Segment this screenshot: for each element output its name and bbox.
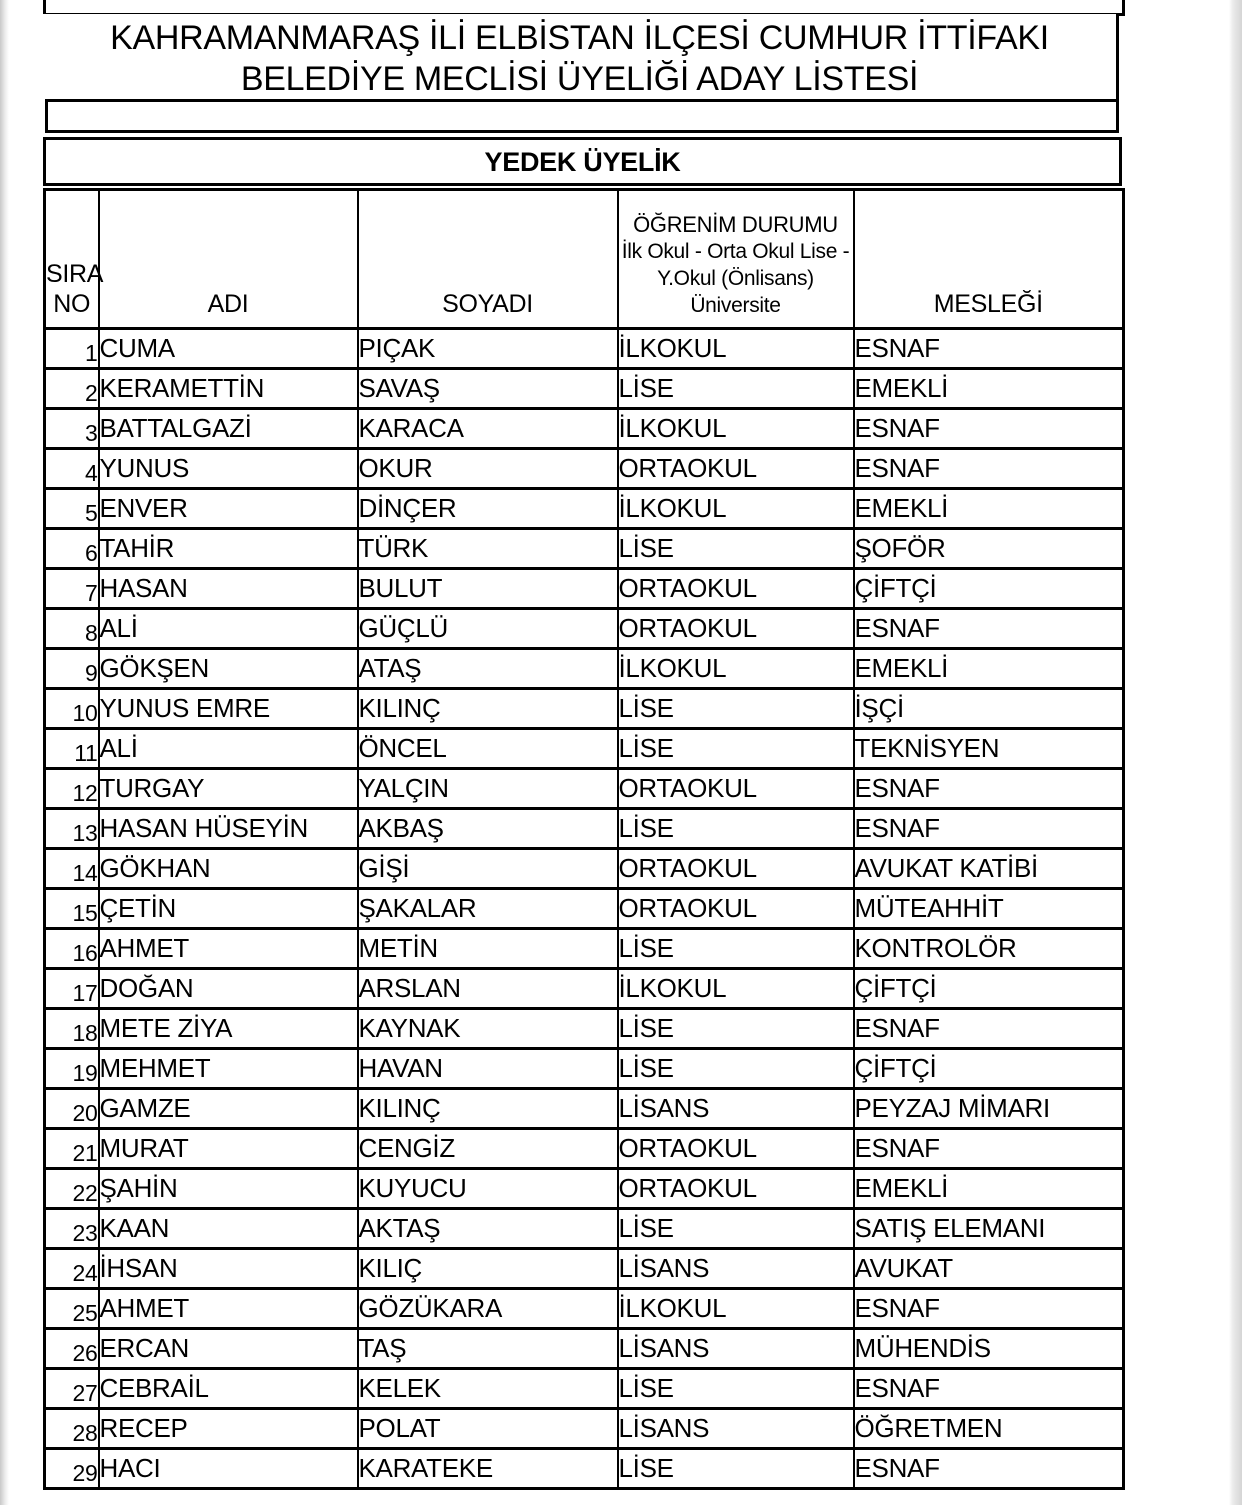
profession-cell: MÜHENDİS bbox=[854, 1329, 1124, 1369]
education-cell: LİSE bbox=[618, 929, 854, 969]
surname-cell: OKUR bbox=[358, 449, 618, 489]
name-cell: YUNUS bbox=[99, 449, 358, 489]
table-row bbox=[45, 1329, 1124, 1369]
name-cell: RECEP bbox=[99, 1409, 358, 1449]
education-cell: ORTAOKUL bbox=[618, 1169, 854, 1209]
table-row bbox=[45, 569, 1124, 609]
name-cell: GÖKŞEN bbox=[99, 649, 358, 689]
table-row bbox=[45, 529, 1124, 569]
education-cell: LİSE bbox=[618, 1009, 854, 1049]
education-cell: LİSE bbox=[618, 1209, 854, 1249]
name-cell: ERCAN bbox=[99, 1329, 358, 1369]
candidate-list-table bbox=[43, 188, 1125, 1490]
profession-cell: EMEKLİ bbox=[854, 1169, 1124, 1209]
row-number-cell: 1 bbox=[45, 329, 99, 369]
table-row bbox=[45, 969, 1124, 1009]
column-header-sira-no: SIRA NO bbox=[45, 190, 99, 329]
table-row bbox=[45, 729, 1124, 769]
profession-cell: ESNAF bbox=[854, 409, 1124, 449]
name-cell: ALİ bbox=[99, 609, 358, 649]
education-cell: İLKOKUL bbox=[618, 649, 854, 689]
row-number-cell: 2 bbox=[45, 369, 99, 409]
name-cell: MEHMET bbox=[99, 1049, 358, 1089]
education-cell: LİSE bbox=[618, 689, 854, 729]
education-cell: LİSANS bbox=[618, 1089, 854, 1129]
table-row bbox=[45, 449, 1124, 489]
profession-cell: SATIŞ ELEMANI bbox=[854, 1209, 1124, 1249]
education-cell: LİSE bbox=[618, 369, 854, 409]
profession-cell: ŞOFÖR bbox=[854, 529, 1124, 569]
table-row bbox=[45, 1169, 1124, 1209]
row-number-cell: 28 bbox=[45, 1409, 99, 1449]
profession-cell: ESNAF bbox=[854, 1129, 1124, 1169]
row-number-cell: 13 bbox=[45, 809, 99, 849]
education-cell: LİSE bbox=[618, 809, 854, 849]
surname-cell: POLAT bbox=[358, 1409, 618, 1449]
title-line-2: BELEDİYE MECLİSİ ÜYELİĞİ ADAY LİSTESİ bbox=[240, 60, 919, 98]
education-cell: İLKOKUL bbox=[618, 969, 854, 1009]
surname-cell: KARATEKE bbox=[358, 1449, 618, 1489]
education-cell: ORTAOKUL bbox=[618, 849, 854, 889]
surname-cell: HAVAN bbox=[358, 1049, 618, 1089]
row-number-cell: 11 bbox=[45, 729, 99, 769]
profession-cell: ESNAF bbox=[854, 1449, 1124, 1489]
education-cell: ORTAOKUL bbox=[618, 769, 854, 809]
table-body bbox=[45, 329, 1124, 1489]
title-line-1: KAHRAMANMARAŞ İLİ ELBİSTAN İLÇESİ CUMHUR İTTİFAKI bbox=[110, 19, 1049, 57]
education-cell: LİSE bbox=[618, 1449, 854, 1489]
surname-cell: GÜÇLÜ bbox=[358, 609, 618, 649]
row-number-cell: 9 bbox=[45, 649, 99, 689]
education-cell: ORTAOKUL bbox=[618, 1129, 854, 1169]
education-cell: LİSE bbox=[618, 1049, 854, 1089]
surname-cell: SAVAŞ bbox=[358, 369, 618, 409]
education-cell: LİSANS bbox=[618, 1409, 854, 1449]
surname-cell: KELEK bbox=[358, 1369, 618, 1409]
surname-cell: ŞAKALAR bbox=[358, 889, 618, 929]
profession-cell: ESNAF bbox=[854, 609, 1124, 649]
profession-cell: EMEKLİ bbox=[854, 369, 1124, 409]
name-cell: GAMZE bbox=[99, 1089, 358, 1129]
table-row bbox=[45, 329, 1124, 369]
column-header-ogrenim-durumu: ÖĞRENİM DURUMU İlk Okul - Orta Okul Lise - Y.Okul (Önlisans) Üniversite bbox=[618, 190, 854, 329]
profession-cell: TEKNİSYEN bbox=[854, 729, 1124, 769]
row-number-cell: 16 bbox=[45, 929, 99, 969]
profession-cell: KONTROLÖR bbox=[854, 929, 1124, 969]
name-cell: AHMET bbox=[99, 929, 358, 969]
table-row bbox=[45, 1409, 1124, 1449]
name-cell: ÇETİN bbox=[99, 889, 358, 929]
profession-cell: MÜTEAHHİT bbox=[854, 889, 1124, 929]
name-cell: ALİ bbox=[99, 729, 358, 769]
name-cell: TAHİR bbox=[99, 529, 358, 569]
scan-edge-right bbox=[1229, 0, 1242, 1505]
profession-cell: PEYZAJ MİMARI bbox=[854, 1089, 1124, 1129]
row-number-cell: 24 bbox=[45, 1249, 99, 1289]
surname-cell: ATAŞ bbox=[358, 649, 618, 689]
profession-cell: ÇİFTÇİ bbox=[854, 969, 1124, 1009]
table-row bbox=[45, 1009, 1124, 1049]
row-number-cell: 29 bbox=[45, 1449, 99, 1489]
row-number-cell: 3 bbox=[45, 409, 99, 449]
profession-cell: ESNAF bbox=[854, 1289, 1124, 1329]
name-cell: HACI bbox=[99, 1449, 358, 1489]
table-row bbox=[45, 1369, 1124, 1409]
row-number-cell: 21 bbox=[45, 1129, 99, 1169]
education-cell: ORTAOKUL bbox=[618, 569, 854, 609]
surname-cell: GİŞİ bbox=[358, 849, 618, 889]
education-cell: İLKOKUL bbox=[618, 409, 854, 449]
surname-cell: TAŞ bbox=[358, 1329, 618, 1369]
profession-cell: ESNAF bbox=[854, 1369, 1124, 1409]
surname-cell: GÖZÜKARA bbox=[358, 1289, 618, 1329]
name-cell: TURGAY bbox=[99, 769, 358, 809]
profession-cell: ÇİFTÇİ bbox=[854, 1049, 1124, 1089]
surname-cell: AKBAŞ bbox=[358, 809, 618, 849]
education-cell: İLKOKUL bbox=[618, 1289, 854, 1329]
column-header-meslegi: MESLEĞİ bbox=[854, 190, 1124, 329]
name-cell: DOĞAN bbox=[99, 969, 358, 1009]
row-number-cell: 10 bbox=[45, 689, 99, 729]
name-cell: ENVER bbox=[99, 489, 358, 529]
surname-cell: KILINÇ bbox=[358, 1089, 618, 1129]
surname-cell: KAYNAK bbox=[358, 1009, 618, 1049]
surname-cell: PIÇAK bbox=[358, 329, 618, 369]
name-cell: HASAN bbox=[99, 569, 358, 609]
table-row bbox=[45, 889, 1124, 929]
education-cell: ORTAOKUL bbox=[618, 609, 854, 649]
row-number-cell: 27 bbox=[45, 1369, 99, 1409]
name-cell: CUMA bbox=[99, 329, 358, 369]
profession-cell: ESNAF bbox=[854, 329, 1124, 369]
table-row bbox=[45, 489, 1124, 529]
table-row bbox=[45, 649, 1124, 689]
document-title bbox=[43, 14, 1119, 99]
table-row bbox=[45, 1209, 1124, 1249]
table-row bbox=[45, 609, 1124, 649]
table-row bbox=[45, 1249, 1124, 1289]
education-cell: LİSANS bbox=[618, 1329, 854, 1369]
row-number-cell: 23 bbox=[45, 1209, 99, 1249]
name-cell: ŞAHİN bbox=[99, 1169, 358, 1209]
column-header-soyadi: SOYADI bbox=[358, 190, 618, 329]
section-header-label: YEDEK ÜYELİK bbox=[484, 147, 681, 177]
table-row bbox=[45, 369, 1124, 409]
table-row bbox=[45, 849, 1124, 889]
name-cell: KAAN bbox=[99, 1209, 358, 1249]
surname-cell: BULUT bbox=[358, 569, 618, 609]
row-number-cell: 26 bbox=[45, 1329, 99, 1369]
scan-edge-left bbox=[0, 0, 9, 1505]
table-row bbox=[45, 689, 1124, 729]
name-cell: KERAMETTİN bbox=[99, 369, 358, 409]
education-cell: İLKOKUL bbox=[618, 329, 854, 369]
education-cell: ORTAOKUL bbox=[618, 449, 854, 489]
row-number-cell: 19 bbox=[45, 1049, 99, 1089]
table-row bbox=[45, 769, 1124, 809]
row-number-cell: 8 bbox=[45, 609, 99, 649]
empty-spacer-box bbox=[45, 99, 1119, 133]
surname-cell: METİN bbox=[358, 929, 618, 969]
profession-cell: AVUKAT KATİBİ bbox=[854, 849, 1124, 889]
table-row bbox=[45, 1089, 1124, 1129]
surname-cell: AKTAŞ bbox=[358, 1209, 618, 1249]
education-cell: ORTAOKUL bbox=[618, 889, 854, 929]
table-row bbox=[45, 809, 1124, 849]
row-number-cell: 22 bbox=[45, 1169, 99, 1209]
table-row bbox=[45, 409, 1124, 449]
row-number-cell: 17 bbox=[45, 969, 99, 1009]
row-number-cell: 14 bbox=[45, 849, 99, 889]
education-cell: LİSE bbox=[618, 729, 854, 769]
profession-cell: ESNAF bbox=[854, 809, 1124, 849]
profession-cell: İŞÇİ bbox=[854, 689, 1124, 729]
profession-cell: EMEKLİ bbox=[854, 489, 1124, 529]
name-cell: AHMET bbox=[99, 1289, 358, 1329]
row-number-cell: 7 bbox=[45, 569, 99, 609]
surname-cell: YALÇIN bbox=[358, 769, 618, 809]
surname-cell: KILIÇ bbox=[358, 1249, 618, 1289]
name-cell: HASAN HÜSEYİN bbox=[99, 809, 358, 849]
table-row bbox=[45, 1129, 1124, 1169]
table-row bbox=[45, 1289, 1124, 1329]
name-cell: MURAT bbox=[99, 1129, 358, 1169]
name-cell: METE ZİYA bbox=[99, 1009, 358, 1049]
row-number-cell: 5 bbox=[45, 489, 99, 529]
profession-cell: ÇİFTÇİ bbox=[854, 569, 1124, 609]
education-cell: LİSE bbox=[618, 1369, 854, 1409]
row-number-cell: 4 bbox=[45, 449, 99, 489]
name-cell: İHSAN bbox=[99, 1249, 358, 1289]
surname-cell: KUYUCU bbox=[358, 1169, 618, 1209]
table-row bbox=[45, 929, 1124, 969]
name-cell: YUNUS EMRE bbox=[99, 689, 358, 729]
table-header-row bbox=[45, 190, 1124, 329]
surname-cell: DİNÇER bbox=[358, 489, 618, 529]
profession-cell: ESNAF bbox=[854, 1009, 1124, 1049]
education-cell: İLKOKUL bbox=[618, 489, 854, 529]
table-row bbox=[45, 1449, 1124, 1489]
surname-cell: ARSLAN bbox=[358, 969, 618, 1009]
surname-cell: TÜRK bbox=[358, 529, 618, 569]
education-cell: LİSANS bbox=[618, 1249, 854, 1289]
row-number-cell: 6 bbox=[45, 529, 99, 569]
row-number-cell: 25 bbox=[45, 1289, 99, 1329]
column-header-adi: ADI bbox=[99, 190, 358, 329]
surname-cell: KARACA bbox=[358, 409, 618, 449]
name-cell: GÖKHAN bbox=[99, 849, 358, 889]
surname-cell: KILINÇ bbox=[358, 689, 618, 729]
profession-cell: AVUKAT bbox=[854, 1249, 1124, 1289]
section-header-box bbox=[43, 137, 1122, 186]
name-cell: BATTALGAZİ bbox=[99, 409, 358, 449]
row-number-cell: 15 bbox=[45, 889, 99, 929]
surname-cell: ÖNCEL bbox=[358, 729, 618, 769]
table-row bbox=[45, 1049, 1124, 1089]
profession-cell: EMEKLİ bbox=[854, 649, 1124, 689]
surname-cell: CENGİZ bbox=[358, 1129, 618, 1169]
name-cell: CEBRAİL bbox=[99, 1369, 358, 1409]
profession-cell: ÖĞRETMEN bbox=[854, 1409, 1124, 1449]
profession-cell: ESNAF bbox=[854, 449, 1124, 489]
row-number-cell: 20 bbox=[45, 1089, 99, 1129]
row-number-cell: 12 bbox=[45, 769, 99, 809]
education-cell: LİSE bbox=[618, 529, 854, 569]
row-number-cell: 18 bbox=[45, 1009, 99, 1049]
profession-cell: ESNAF bbox=[854, 769, 1124, 809]
